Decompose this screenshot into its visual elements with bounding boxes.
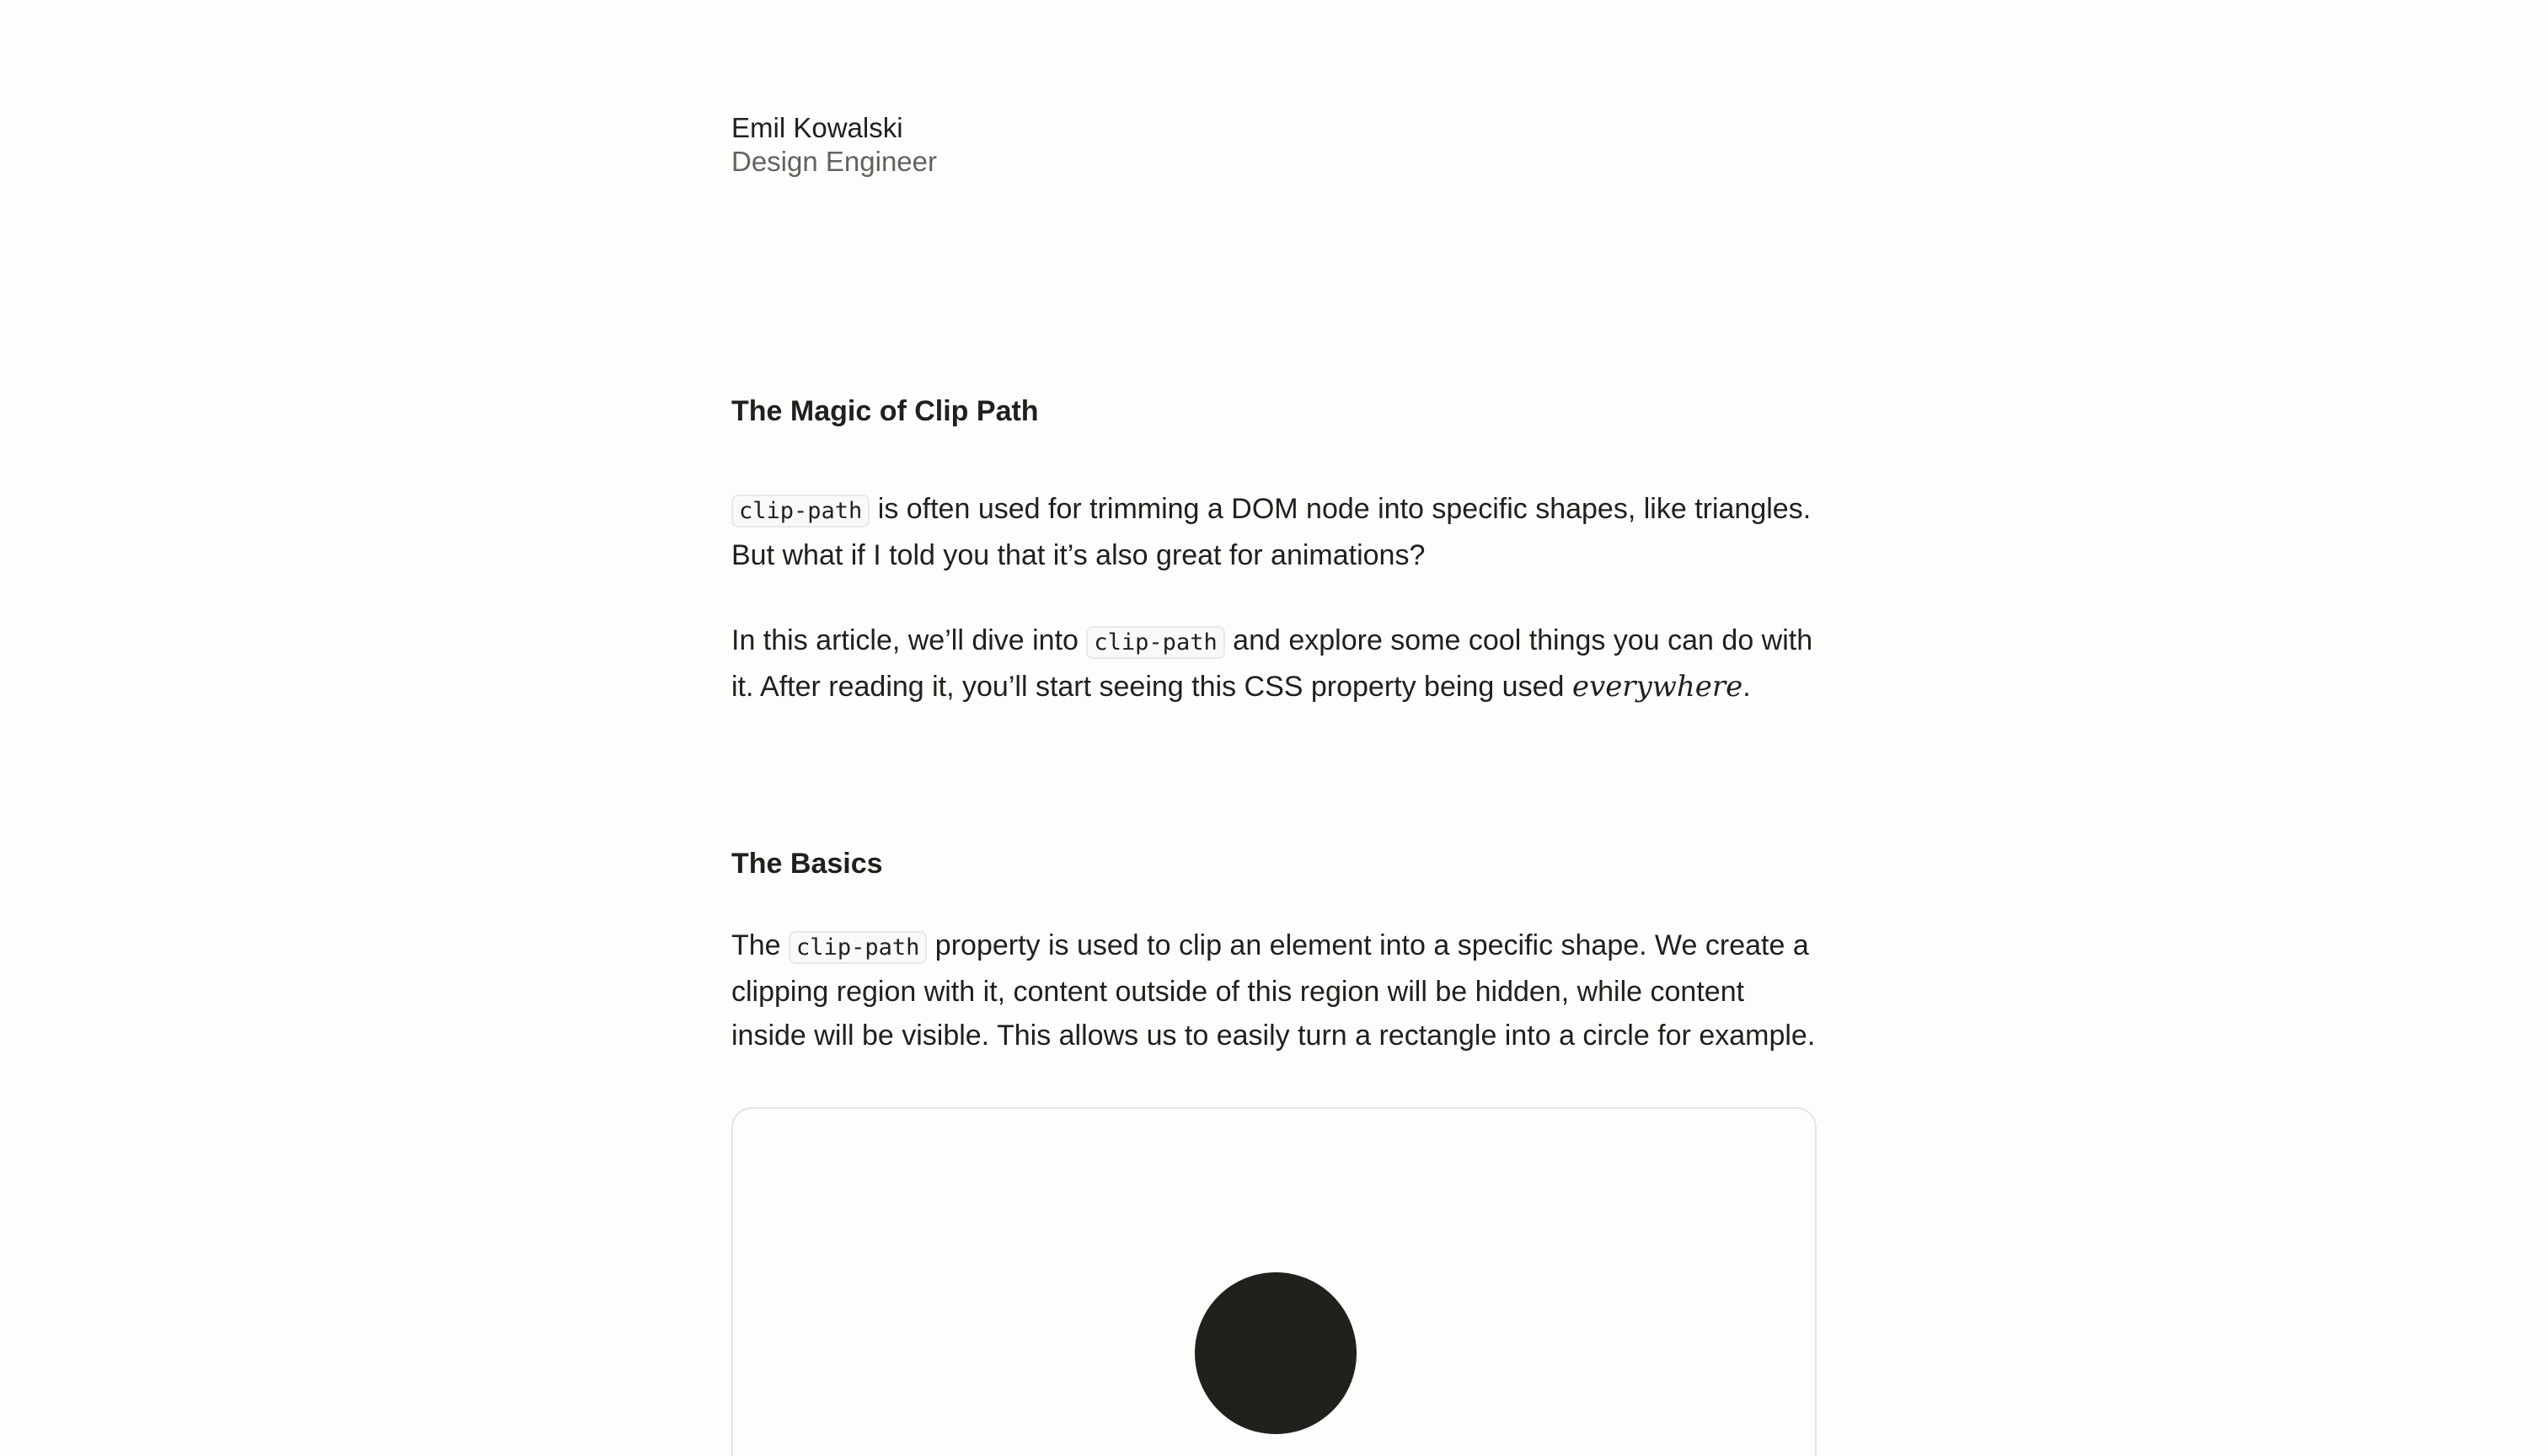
emphasis-text: everywhere (1571, 670, 1743, 704)
article-title: The Magic of Clip Path (731, 395, 1039, 427)
inline-code: clip-path (731, 495, 870, 527)
intro-paragraph-1 (731, 487, 1820, 577)
inline-code: clip-path (789, 931, 927, 964)
intro-p2-after: and explore some cool things you can do with it. After reading it, you’ll start seeing this CSS property being used (731, 624, 1813, 703)
author-role: Design Engineer (731, 146, 937, 177)
intro-p1-text: is often used for trimming a DOM node into specific shapes, like triangles. (870, 493, 1812, 525)
basics-paragraph (731, 923, 1820, 1057)
section-heading-basics: The Basics (731, 848, 883, 880)
intro-p2-end: . (1742, 671, 1751, 703)
intro-paragraph-2 (731, 618, 1820, 709)
clip-path-demo-card (731, 1107, 1817, 1456)
inline-code: clip-path (1086, 626, 1224, 659)
basics-p-after: property is used to clip an element into a specific shape. We create a clipping region with it, content outside of this region will be hidden, while content inside will be visible. This allows us to easily turn a rectangle into a circle for example. (731, 929, 1816, 1052)
clipped-circle (1195, 1272, 1357, 1434)
intro-p1-line2: But what if I told you that it’s also great for animations? (731, 539, 1426, 571)
intro-p2-before: In this article, we’ll dive into (731, 624, 1087, 656)
basics-p-before: The (731, 929, 790, 961)
author-name[interactable]: Emil Kowalski (731, 112, 903, 143)
